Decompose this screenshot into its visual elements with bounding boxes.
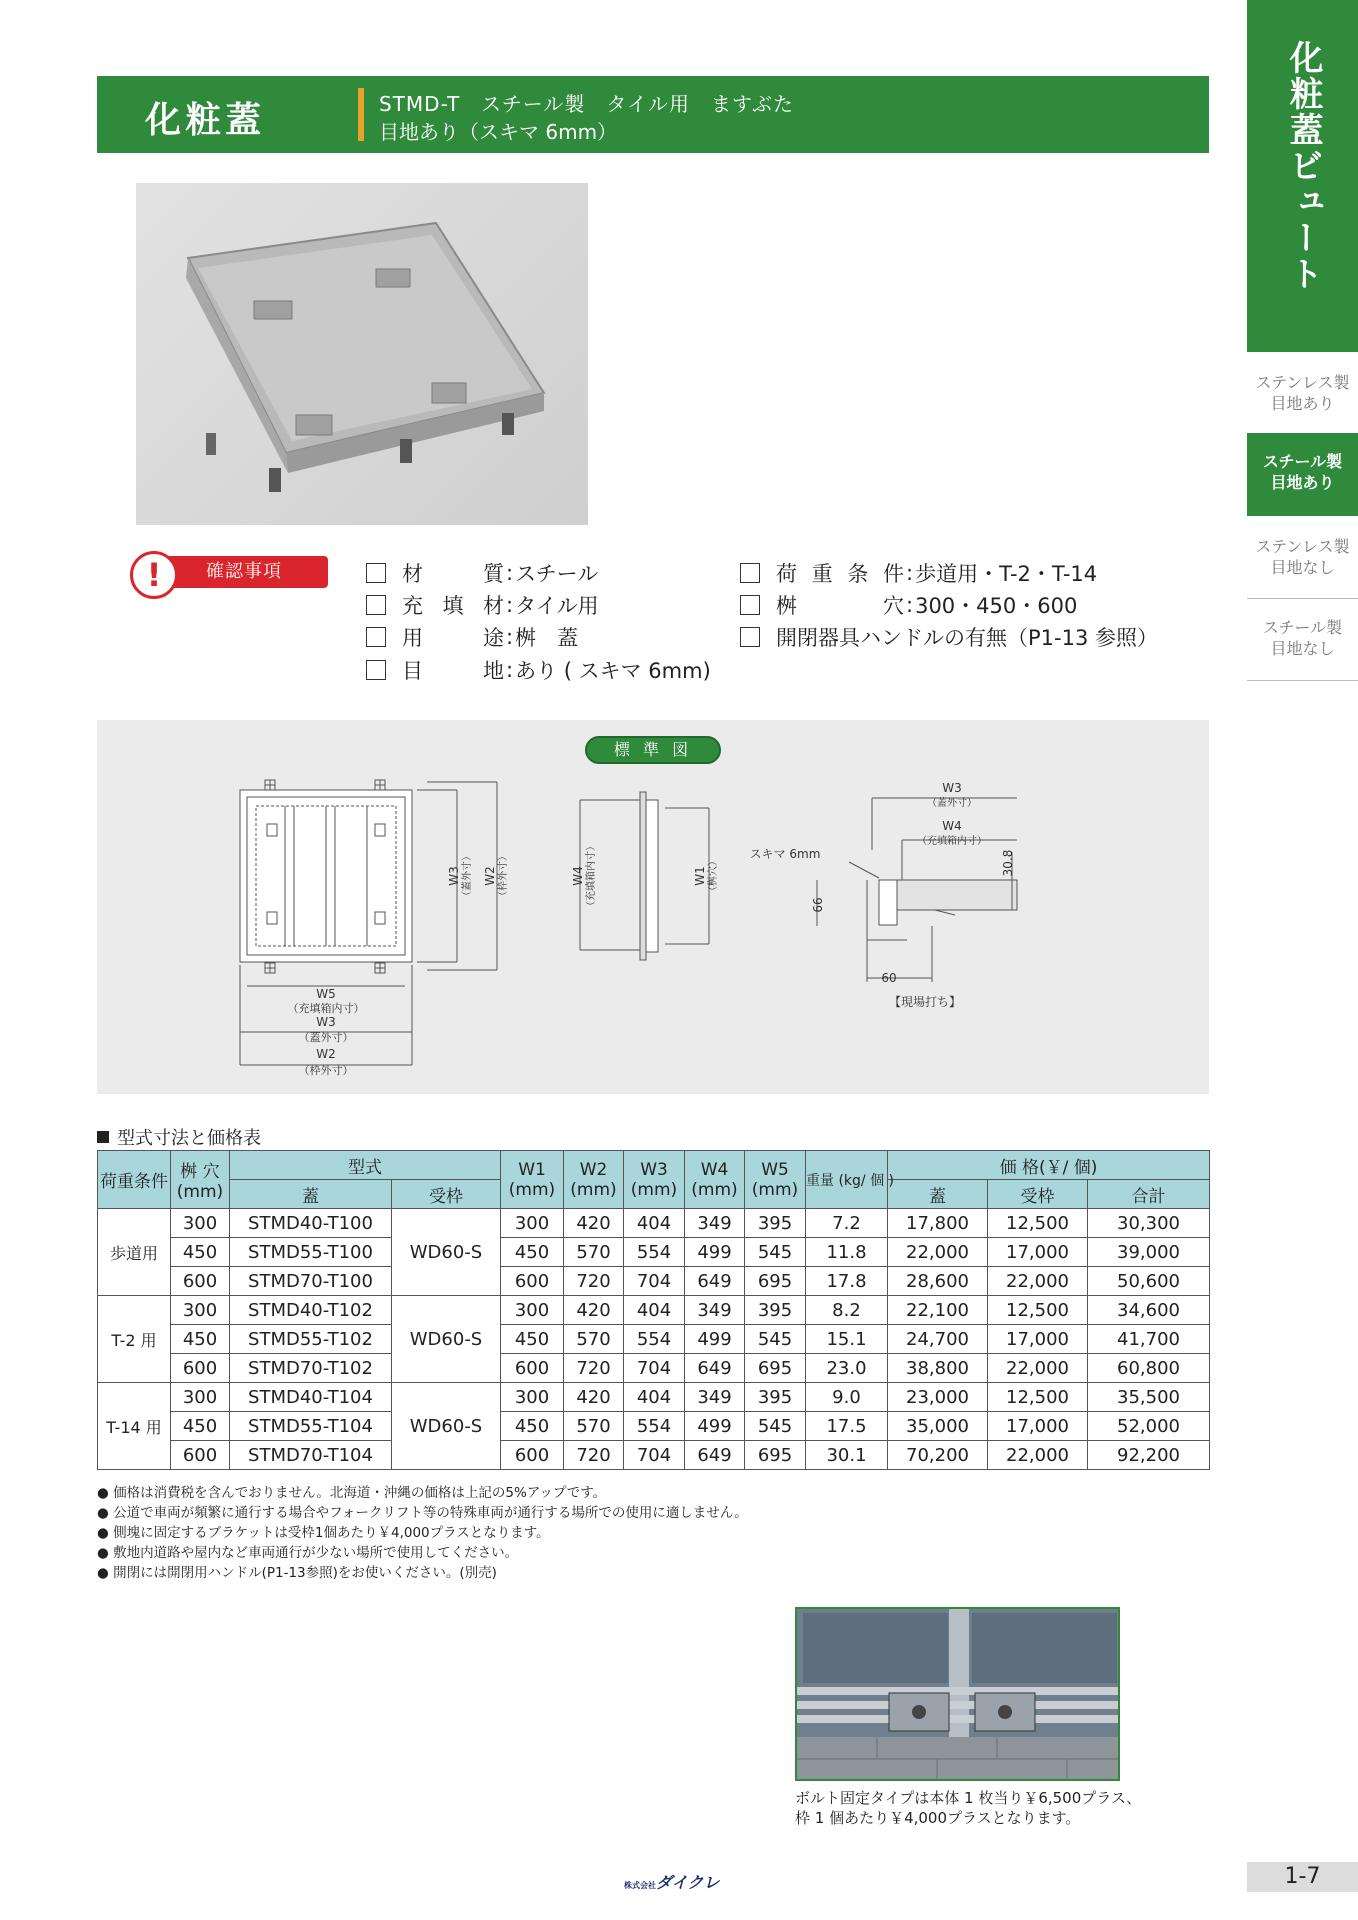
check-value: 300・450・600 — [915, 594, 1078, 618]
check-item-handle — [740, 622, 1158, 652]
label-dim-308: 30.8 — [1001, 849, 1015, 877]
table-cell: 649 — [685, 1354, 745, 1383]
notes — [97, 1483, 748, 1583]
table-cell: 420 — [564, 1383, 624, 1412]
label-w1: W1 — [693, 866, 707, 886]
table-row — [98, 1238, 1210, 1267]
note-item: ● 価格は消費税を含んでおりません。北海道・沖縄の価格は上記の5%アップです。 — [97, 1485, 607, 1501]
table-cell: 649 — [685, 1267, 745, 1296]
table-cell: 499 — [685, 1325, 745, 1354]
table-cell: 720 — [564, 1267, 624, 1296]
table-cell: 600 — [171, 1354, 230, 1383]
table-cell: 450 — [171, 1325, 230, 1354]
label-w4-sub: （充填箱内寸） — [586, 841, 597, 911]
th-weight: 重量 (kg/ 個 ) — [806, 1151, 888, 1209]
page-title: 化粧蓋 — [145, 100, 266, 141]
table-cell: 450 — [501, 1412, 564, 1441]
table-cell: 60,800 — [1088, 1354, 1210, 1383]
table-cell: 695 — [745, 1441, 806, 1470]
table-cell: 11.8 — [806, 1238, 888, 1267]
drawing-svg — [97, 720, 1209, 1094]
table-cell: 450 — [501, 1238, 564, 1267]
table-cell: 600 — [501, 1441, 564, 1470]
checkbox-icon — [366, 660, 386, 680]
table-cell: 15.1 — [806, 1325, 888, 1354]
checkbox-icon — [740, 627, 760, 647]
check-badge-label: 確認事項 — [160, 556, 328, 588]
standard-drawing-badge: 標 準 図 — [585, 736, 721, 764]
table-cell: 600 — [501, 1267, 564, 1296]
table-cell: 395 — [745, 1296, 806, 1325]
company-prefix: 株式会社 — [624, 1881, 656, 1890]
sidebar-item-label: 目地あり — [1270, 394, 1335, 413]
table-cell: 720 — [564, 1354, 624, 1383]
sidebar-item-label: ステンレス製 — [1255, 373, 1350, 392]
exclamation-icon: ! — [130, 551, 178, 599]
table-title-text: 型式寸法と価格表 — [117, 1128, 261, 1149]
table-cell: 420 — [564, 1296, 624, 1325]
table-cell: 52,000 — [1088, 1412, 1210, 1441]
table-cell: 704 — [624, 1267, 685, 1296]
table-cell: 300 — [171, 1209, 230, 1238]
table-cell: 395 — [745, 1209, 806, 1238]
check-item-use: 用途 : 桝 蓋 — [366, 622, 578, 652]
sidebar-item-steel-nojoint[interactable] — [1247, 617, 1358, 659]
table-cell: 歩道用 — [98, 1209, 171, 1296]
sidebar-divider — [1247, 680, 1358, 681]
table-cell: 22,000 — [988, 1441, 1088, 1470]
table-cell: 570 — [564, 1325, 624, 1354]
table-cell: 41,700 — [1088, 1325, 1210, 1354]
check-value: 歩道用・T-2・T-14 — [915, 562, 1098, 586]
table-cell: WD60-S — [392, 1296, 501, 1383]
check-label: 用途 — [402, 626, 504, 650]
check-item-joint: 目地 : あり ( スキマ 6mm) — [366, 655, 711, 685]
th-lid: 蓋 — [230, 1180, 392, 1209]
sidebar-item-stainless-joint[interactable] — [1247, 372, 1358, 414]
table-row — [98, 1267, 1210, 1296]
table-cell: STMD55-T102 — [230, 1325, 392, 1354]
table-cell: 12,500 — [988, 1209, 1088, 1238]
table-cell: STMD70-T104 — [230, 1441, 392, 1470]
table-cell: 23,000 — [888, 1383, 988, 1412]
label-gap: スキマ 6mm — [749, 847, 821, 861]
table-cell: 554 — [624, 1325, 685, 1354]
sidebar-title: 化粧蓋ビュート — [1283, 40, 1323, 292]
table-row — [98, 1441, 1210, 1470]
table-cell: 570 — [564, 1412, 624, 1441]
table-cell: STMD40-T100 — [230, 1209, 392, 1238]
table-cell: T-14 用 — [98, 1383, 171, 1470]
table-cell: 22,100 — [888, 1296, 988, 1325]
checkbox-icon — [366, 595, 386, 615]
table-cell: 17,000 — [988, 1325, 1088, 1354]
table-cell: 34,600 — [1088, 1296, 1210, 1325]
product-photo — [136, 183, 588, 525]
table-cell: 554 — [624, 1412, 685, 1441]
check-item-load: 荷重条件 : 歩道用・T-2・T-14 — [740, 558, 1097, 588]
th-price-lid: 蓋 — [888, 1180, 988, 1209]
standard-drawing — [97, 720, 1209, 1094]
table-cell: 499 — [685, 1238, 745, 1267]
table-cell: 92,200 — [1088, 1441, 1210, 1470]
label-detail-w3-sub: （蓋外寸） — [927, 798, 977, 809]
label-dim-66: 66 — [811, 897, 825, 913]
check-badge — [130, 551, 328, 594]
note-item: ● 側塊に固定するブラケットは受枠1個あたり￥4,000プラスとなります。 — [97, 1525, 550, 1541]
sidebar-item-label: 目地なし — [1270, 558, 1335, 577]
th-price-total: 合計 — [1088, 1180, 1210, 1209]
checkbox-icon — [366, 563, 386, 583]
table-row — [98, 1296, 1210, 1325]
table-cell: 17,000 — [988, 1412, 1088, 1441]
th-w1: W1 (mm) — [501, 1151, 564, 1209]
table-cell: 450 — [501, 1325, 564, 1354]
table-cell: 300 — [501, 1209, 564, 1238]
th-load: 荷重条件 — [98, 1151, 171, 1209]
table-cell: 404 — [624, 1296, 685, 1325]
th-frame: 受枠 — [392, 1180, 501, 1209]
label-w2-v: W2 — [483, 866, 497, 886]
table-row — [98, 1325, 1210, 1354]
label-detail-w4-sub: （充填箱内寸） — [917, 836, 987, 847]
table-cell: 70,200 — [888, 1441, 988, 1470]
label-w1-sub: （桝穴） — [708, 856, 719, 896]
table-cell: 300 — [501, 1296, 564, 1325]
bolt-fixing-photo — [795, 1607, 1120, 1781]
company-logo — [624, 1870, 719, 1893]
table-cell: 17.8 — [806, 1267, 888, 1296]
table-cell: 300 — [171, 1296, 230, 1325]
table-row — [98, 1209, 1210, 1238]
table-cell: 499 — [685, 1412, 745, 1441]
table-row — [98, 1383, 1210, 1412]
table-cell: 17,000 — [988, 1238, 1088, 1267]
check-label: 材質 — [402, 562, 504, 586]
table-row — [98, 1354, 1210, 1383]
label-w4: W4 — [571, 866, 585, 886]
table-cell: 12,500 — [988, 1383, 1088, 1412]
sidebar-item-steel-joint[interactable] — [1247, 433, 1358, 516]
check-value: スチール — [515, 562, 599, 586]
table-cell: 22,000 — [888, 1238, 988, 1267]
th-w3: W3 (mm) — [624, 1151, 685, 1209]
table-cell: STMD40-T104 — [230, 1383, 392, 1412]
note-item: ● 開閉には開閉用ハンドル(P1-13参照)をお使いください。(別売) — [97, 1565, 497, 1581]
th-price: 価 格(￥/ 個) — [888, 1151, 1210, 1180]
table-cell: STMD55-T100 — [230, 1238, 392, 1267]
price-table-body — [98, 1209, 1210, 1470]
label-w2: W2 — [316, 1047, 336, 1061]
check-value: タイル用 — [515, 594, 599, 618]
sidebar-item-label: 目地なし — [1270, 639, 1335, 658]
table-cell: WD60-S — [392, 1209, 501, 1296]
label-detail-w3: W3 — [942, 781, 962, 795]
table-cell: 420 — [564, 1209, 624, 1238]
table-cell: 395 — [745, 1383, 806, 1412]
table-cell: 554 — [624, 1238, 685, 1267]
label-w3-sub: （蓋外寸） — [298, 1031, 354, 1044]
bolt-fixing-caption — [795, 1788, 1141, 1828]
header-subtitle-2: 目地あり（スキマ 6mm） — [379, 120, 618, 144]
label-dim-60: 60 — [881, 971, 897, 985]
table-cell: 600 — [171, 1441, 230, 1470]
check-item-filler: 充填材 : タイル用 — [366, 590, 599, 620]
note-item: ● 敷地内道路や屋内など車両通行が少ない場所で使用してください。 — [97, 1545, 519, 1561]
table-cell: 349 — [685, 1296, 745, 1325]
sidebar-divider — [1247, 598, 1358, 599]
table-cell: 704 — [624, 1441, 685, 1470]
checkbox-icon — [366, 627, 386, 647]
label-w3-v: W3 — [447, 866, 461, 886]
checkbox-icon — [740, 563, 760, 583]
check-label: 桝穴 — [776, 594, 904, 618]
table-cell: STMD40-T102 — [230, 1296, 392, 1325]
table-cell: STMD55-T104 — [230, 1412, 392, 1441]
table-cell: 35,500 — [1088, 1383, 1210, 1412]
table-cell: T-2 用 — [98, 1296, 171, 1383]
th-model: 型式 — [230, 1151, 501, 1180]
table-cell: 35,000 — [888, 1412, 988, 1441]
table-cell: 695 — [745, 1354, 806, 1383]
table-cell: 23.0 — [806, 1354, 888, 1383]
company-name: ダイクレ — [656, 1873, 720, 1892]
header-separator — [358, 88, 364, 141]
label-w2-sub: （枠外寸） — [298, 1064, 354, 1077]
table-cell: 12,500 — [988, 1296, 1088, 1325]
table-cell: WD60-S — [392, 1383, 501, 1470]
table-cell: 649 — [685, 1441, 745, 1470]
label-w3: W3 — [316, 1015, 336, 1029]
table-cell: 349 — [685, 1209, 745, 1238]
table-cell: 300 — [171, 1383, 230, 1412]
table-cell: 600 — [501, 1354, 564, 1383]
table-cell: 704 — [624, 1354, 685, 1383]
sidebar-item-stainless-nojoint[interactable] — [1247, 536, 1358, 578]
table-cell: 50,600 — [1088, 1267, 1210, 1296]
table-cell: 300 — [501, 1383, 564, 1412]
page-number: 1-7 — [1247, 1862, 1358, 1892]
table-cell: 404 — [624, 1383, 685, 1412]
table-cell: 22,000 — [988, 1267, 1088, 1296]
table-title — [97, 1124, 261, 1150]
table-cell: STMD70-T102 — [230, 1354, 392, 1383]
page-header — [97, 76, 1209, 153]
th-price-frame: 受枠 — [988, 1180, 1088, 1209]
th-hole: 桝 穴 (mm) — [171, 1151, 230, 1209]
sidebar-item-label: スチール製 — [1262, 618, 1343, 637]
checkbox-icon — [740, 595, 760, 615]
table-cell: 450 — [171, 1238, 230, 1267]
table-cell: 545 — [745, 1238, 806, 1267]
label-w3-v-sub: （蓋外寸） — [462, 851, 473, 901]
label-w5-sub: （充填箱内寸） — [287, 1002, 365, 1015]
th-w2: W2 (mm) — [564, 1151, 624, 1209]
label-site-cast: 【現場打ち】 — [888, 995, 962, 1009]
header-subtitle-1: STMD-T スチール製 タイル用 ますぶた — [379, 92, 794, 116]
table-cell: 404 — [624, 1209, 685, 1238]
table-cell: 349 — [685, 1383, 745, 1412]
sidebar-item-label: スチール製 — [1262, 452, 1343, 471]
table-cell: 570 — [564, 1238, 624, 1267]
table-cell: 600 — [171, 1267, 230, 1296]
check-label: 充填材 — [402, 594, 504, 618]
table-cell: 22,000 — [988, 1354, 1088, 1383]
caption-line: ボルト固定タイプは本体 1 枚当り￥6,500プラス、 — [795, 1789, 1142, 1807]
sidebar-item-label: ステンレス製 — [1255, 537, 1350, 556]
table-cell: 695 — [745, 1267, 806, 1296]
check-item-hole: 桝穴 : 300・450・600 — [740, 590, 1077, 620]
table-cell: 7.2 — [806, 1209, 888, 1238]
th-w5: W5 (mm) — [745, 1151, 806, 1209]
table-cell: 24,700 — [888, 1325, 988, 1354]
check-value: あり ( スキマ 6mm) — [515, 659, 711, 683]
table-cell: 720 — [564, 1441, 624, 1470]
sidebar-title-block — [1247, 0, 1358, 352]
square-bullet-icon — [97, 1131, 109, 1143]
note-item: ● 公道で車両が頻繁に通行する場合やフォークリフト等の特殊車両が通行する場所での使用に適しません。 — [97, 1505, 748, 1521]
label-detail-w4: W4 — [942, 819, 962, 833]
check-label: 荷重条件 — [776, 562, 904, 586]
th-w4: W4 (mm) — [685, 1151, 745, 1209]
table-cell: 38,800 — [888, 1354, 988, 1383]
table-cell: 450 — [171, 1412, 230, 1441]
check-item-material: 材質 : スチール — [366, 558, 598, 588]
check-label: 目地 — [402, 659, 504, 683]
check-value: 桝 蓋 — [515, 626, 579, 650]
table-cell: STMD70-T100 — [230, 1267, 392, 1296]
table-cell: 8.2 — [806, 1296, 888, 1325]
sidebar-item-label: 目地あり — [1270, 473, 1335, 492]
table-cell: 30.1 — [806, 1441, 888, 1470]
label-w2-v-sub: （枠外寸） — [498, 851, 509, 901]
caption-line: 枠 1 個あたり￥4,000プラスとなります。 — [795, 1809, 1081, 1827]
table-row — [98, 1412, 1210, 1441]
table-cell: 17,800 — [888, 1209, 988, 1238]
table-cell: 9.0 — [806, 1383, 888, 1412]
table-cell: 28,600 — [888, 1267, 988, 1296]
price-table — [97, 1150, 1210, 1470]
table-cell: 545 — [745, 1325, 806, 1354]
table-cell: 39,000 — [1088, 1238, 1210, 1267]
check-value: 開閉器具ハンドルの有無（P1-13 参照） — [776, 626, 1158, 650]
label-w5: W5 — [316, 987, 336, 1001]
table-cell: 545 — [745, 1412, 806, 1441]
table-cell: 30,300 — [1088, 1209, 1210, 1238]
table-cell: 17.5 — [806, 1412, 888, 1441]
